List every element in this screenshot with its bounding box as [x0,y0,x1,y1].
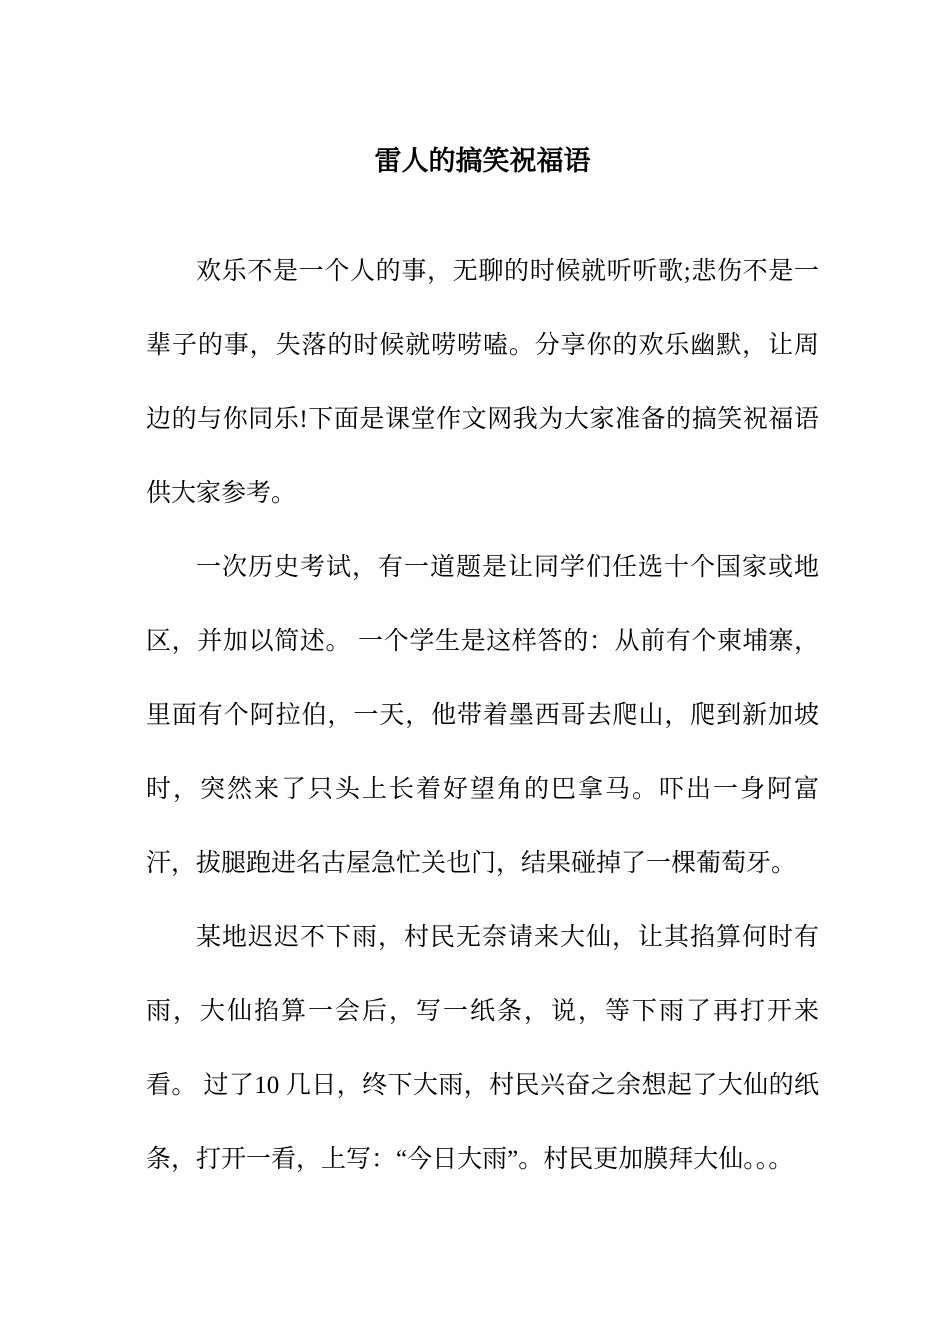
paragraph-intro: 欢乐不是一个人的事，无聊的时候就听听歌;悲伤不是一辈子的事，失落的时候就唠唠嗑。分享你的欢乐幽默，让周边的与你同乐!下面是课堂作文网我为大家准备的搞笑祝福语供大家参考。 [146,258,819,507]
document-title: 雷人的搞笑祝福语 [374,146,591,176]
paragraph-rain-immortal-joke: 某地迟迟不下雨，村民无奈请来大仙，让其掐算何时有雨，大仙掐算一会后，写一纸条，说，等下雨了再打开来看。 过了10 几日，终下大雨，村民兴奋之余想起了大仙的纸条，打开一看，上写：“今日大雨”。村民更加膜拜大仙。。。 [146,924,819,1173]
paragraph-history-exam-joke: 一次历史考试，有一道题是让同学们任选十个国家或地区，并加以简述。 一个学生是这样答的：从前有个柬埔寨，里面有个阿拉伯，一天，他带着墨西哥去爬山，爬到新加坡时，突然来了只头上长着好望角的巴拿马。吓出一身阿富汗，拔腿跑进名古屋急忙关也门，结果碰掉了一棵葡萄牙。 [146,554,819,877]
